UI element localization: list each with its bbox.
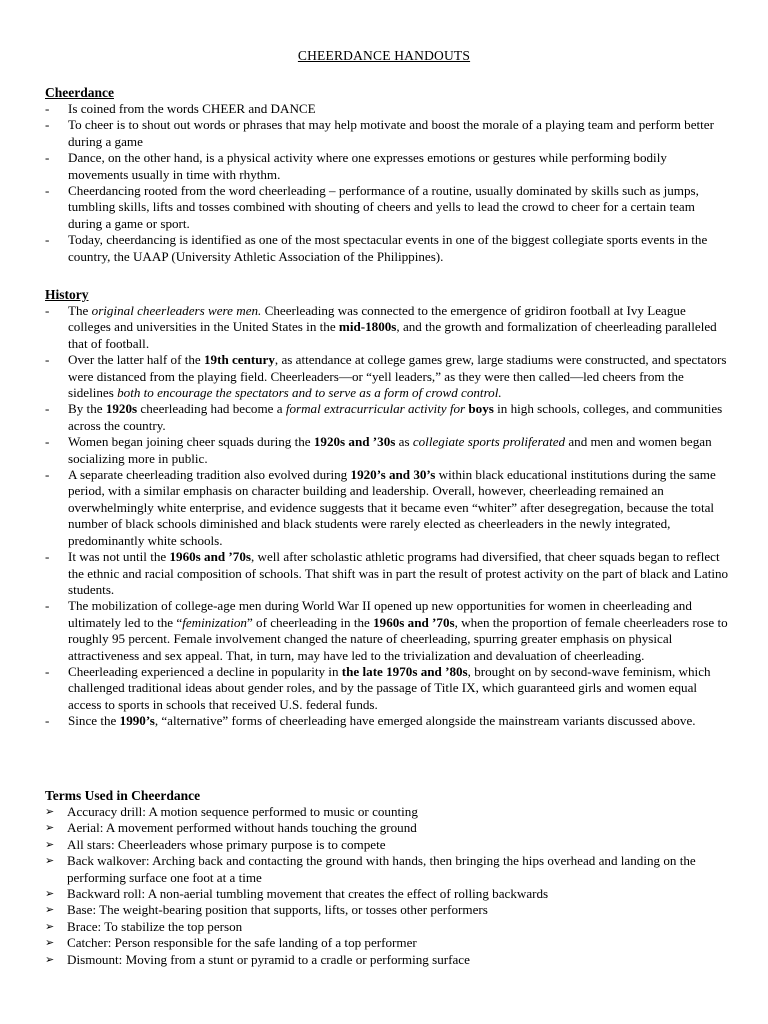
text-run: mid-1800s <box>338 319 397 335</box>
arrow-bullet-icon: ➢ <box>45 821 55 835</box>
list-item <box>45 902 729 918</box>
text-run: within black educational institutions during the same period, with a similar emphasis on character building and leadership. Overall, however, cheerleading remained an overwhelmingly white enterprise, and evidence suggests that it became even “whiter” after desegregation, because the total number of black schools diminished and black students were rarely elected as cheerleaders in the newly integrated, predominantly white schools. <box>68 467 716 548</box>
text-run: A separate cheerleading tradition also evolved during <box>68 467 351 483</box>
text-run: , as attendance at college games grew, large stadiums were constructed, and spectators were distanced from the playing field. Cheerleaders—or “yell leaders,” as they were then called—led cheers from the sidelines <box>68 352 727 401</box>
text-run: Base: The weight-bearing position that supports, lifts, or tosses other performers <box>67 902 488 918</box>
list-item <box>45 401 729 434</box>
list-item <box>45 713 729 729</box>
section-cheerdance <box>45 84 729 265</box>
text-run: , brought on by second-wave feminism, which challenged traditional ideas about gender roles, and by the passage of Title IX, which guaranteed girls and women equal access to sports in schools that received U.S. federal funds. <box>68 663 711 712</box>
text-run: boys <box>468 401 494 417</box>
list-item <box>45 549 729 598</box>
dash-bullet: - <box>45 549 50 565</box>
arrow-bullet-icon: ➢ <box>45 854 55 868</box>
arrow-bullet-icon: ➢ <box>45 936 55 950</box>
list-item <box>45 303 729 352</box>
terms-list <box>45 804 729 968</box>
text-run: Cheerleading was connected to the emergence of gridiron football at Ivy League colleges and universities in the United States in the <box>68 303 686 335</box>
list-item <box>45 952 729 968</box>
text-run: The <box>68 303 92 318</box>
section-history <box>45 286 729 730</box>
list-item <box>45 886 729 902</box>
text-run: , when the proportion of female cheerleaders rose to roughly 95 percent. Female involvement changed the nature of cheerleading, spurring greater emphasis on physical attractiveness and sex appeal. That, in turn, may have led to the trivialization and devaluation of cheerleading. <box>68 614 728 663</box>
text-run: Over the latter half of the <box>68 352 204 368</box>
arrow-bullet-icon: ➢ <box>45 837 55 851</box>
list-item <box>45 434 729 467</box>
text-run: Cheerdancing rooted from the word cheerleading – performance of a routine, usually dominated by skills such as jumps, tumbling skills, lifts and tosses combined with shouting of cheers and yells to lead the crowd to cheer for a certain team during a game or sport. <box>68 183 699 231</box>
text-run: 1920s and ’30s <box>313 434 396 450</box>
list-item <box>45 598 729 664</box>
text-run: All stars: Cheerleaders whose primary purpose is to compete <box>67 836 386 852</box>
text-run: To cheer is to shout out words or phrases that may help motivate and boost the morale of a playing team and perform better during a game <box>68 117 714 149</box>
list-item <box>45 820 729 836</box>
dash-bullet: - <box>45 303 50 318</box>
arrow-bullet-icon: ➢ <box>45 952 55 966</box>
arrow-bullet-icon: ➢ <box>45 805 55 818</box>
arrow-bullet-icon: ➢ <box>45 903 55 917</box>
text-run: 1920s <box>105 401 138 417</box>
list-item <box>45 935 729 951</box>
list-item <box>45 467 729 549</box>
text-run: Cheerleading experienced a decline in popularity in <box>68 663 342 679</box>
section-heading-cheerdance: Cheerdance <box>45 85 114 100</box>
list-item <box>45 664 729 713</box>
dash-bullet: - <box>45 663 50 679</box>
text-run: 1920’s and 30’s <box>350 467 436 483</box>
document-title: CHEERDANCE HANDOUTS <box>297 48 471 63</box>
text-run: It was not until the <box>68 549 170 565</box>
dash-bullet: - <box>45 101 50 116</box>
text-run: collegiate sports proliferated <box>412 434 566 450</box>
cheerdance-list <box>45 101 729 265</box>
arrow-bullet-icon: ➢ <box>45 919 55 933</box>
text-run: 1960s and ’70s <box>169 549 251 565</box>
text-run: 1960s and ’70s <box>373 614 455 630</box>
text-run: Today, cheerdancing is identified as one of the most spectacular events in one of the biggest collegiate sports events in the country, the UAAP (University Athletic Association of the Philippines). <box>68 232 708 264</box>
list-item <box>45 183 729 232</box>
text-run: Catcher: Person responsible for the safe landing of a top performer <box>67 935 417 951</box>
text-run: Accuracy drill: A motion sequence performed to music or counting <box>67 804 418 819</box>
text-run: in high schools, colleges, and communities across the country. <box>68 401 723 433</box>
list-item <box>45 804 729 820</box>
list-item <box>45 919 729 935</box>
list-item <box>45 232 729 265</box>
list-item <box>45 837 729 853</box>
text-run: Women began joining cheer squads during the <box>68 434 314 450</box>
text-run: Brace: To stabilize the top person <box>67 918 243 934</box>
list-item <box>45 352 729 401</box>
text-run: The mobilization of college-age men during World War II opened up new opportunities for women in cheerleading and ultimately led to the “ <box>68 598 692 630</box>
text-run: , “alternative” forms of cheerleading have emerged alongside the mainstream variants discussed above. <box>154 713 696 729</box>
text-run: By the <box>68 401 106 417</box>
text-run: the late 1970s and ’80s <box>341 663 468 679</box>
dash-bullet: - <box>45 467 50 483</box>
text-run: 1990’s <box>119 713 155 729</box>
text-run: 19th century <box>203 352 275 368</box>
text-run: ” of cheerleading in the <box>246 614 374 630</box>
text-run: as <box>395 434 413 450</box>
dash-bullet: - <box>45 352 50 368</box>
dash-bullet: - <box>45 434 50 450</box>
list-item <box>45 101 729 117</box>
section-heading-terms: Terms Used in Cheerdance <box>45 788 201 803</box>
text-run: original cheerleaders were men. <box>91 303 262 318</box>
section-heading-history: History <box>45 287 89 302</box>
dash-bullet: - <box>45 713 50 729</box>
text-run: , and the growth and formalization of cheerleading paralleled that of football. <box>68 319 717 351</box>
text-run: feminization <box>182 614 247 630</box>
text-run: , well after scholastic athletic programs had diversified, that cheer squads began to reflect the ethnic and racial composition of schools. That shift was in part the result of protest activity on the part of black and Latino students. <box>68 549 729 597</box>
dash-bullet: - <box>45 117 50 133</box>
text-run: Is coined from the words CHEER and DANCE <box>68 101 316 116</box>
list-item <box>45 853 729 886</box>
list-item <box>45 150 729 183</box>
dash-bullet: - <box>45 401 50 417</box>
dash-bullet: - <box>45 598 50 614</box>
text-run: both to encourage the spectators and to serve as a form of crowd control. <box>117 385 502 401</box>
text-run: Since the <box>68 713 120 729</box>
dash-bullet: - <box>45 150 50 166</box>
text-run: formal extracurricular activity for <box>285 401 466 417</box>
dash-bullet: - <box>45 232 50 248</box>
text-run: Dismount: Moving from a stunt or pyramid to a cradle or performing surface <box>67 951 470 967</box>
dash-bullet: - <box>45 183 50 199</box>
text-run: Aerial: A movement performed without hands touching the ground <box>67 820 417 836</box>
section-terms <box>45 787 729 968</box>
text-run: Dance, on the other hand, is a physical activity where one expresses emotions or gestures while performing bodily movements usually in time with rhythm. <box>68 150 667 182</box>
text-run: and men and women began socializing more in public. <box>68 434 712 466</box>
text-run: cheerleading had become a <box>137 401 286 417</box>
text-run: Back walkover: Arching back and contacting the ground with hands, then bringing the hips overhead and landing on the performing surface one foot at a time <box>67 853 696 885</box>
arrow-bullet-icon: ➢ <box>45 887 55 901</box>
text-run: Backward roll: A non-aerial tumbling movement that creates the effect of rolling backwards <box>67 886 549 902</box>
history-list <box>45 303 729 730</box>
list-item <box>45 117 729 150</box>
